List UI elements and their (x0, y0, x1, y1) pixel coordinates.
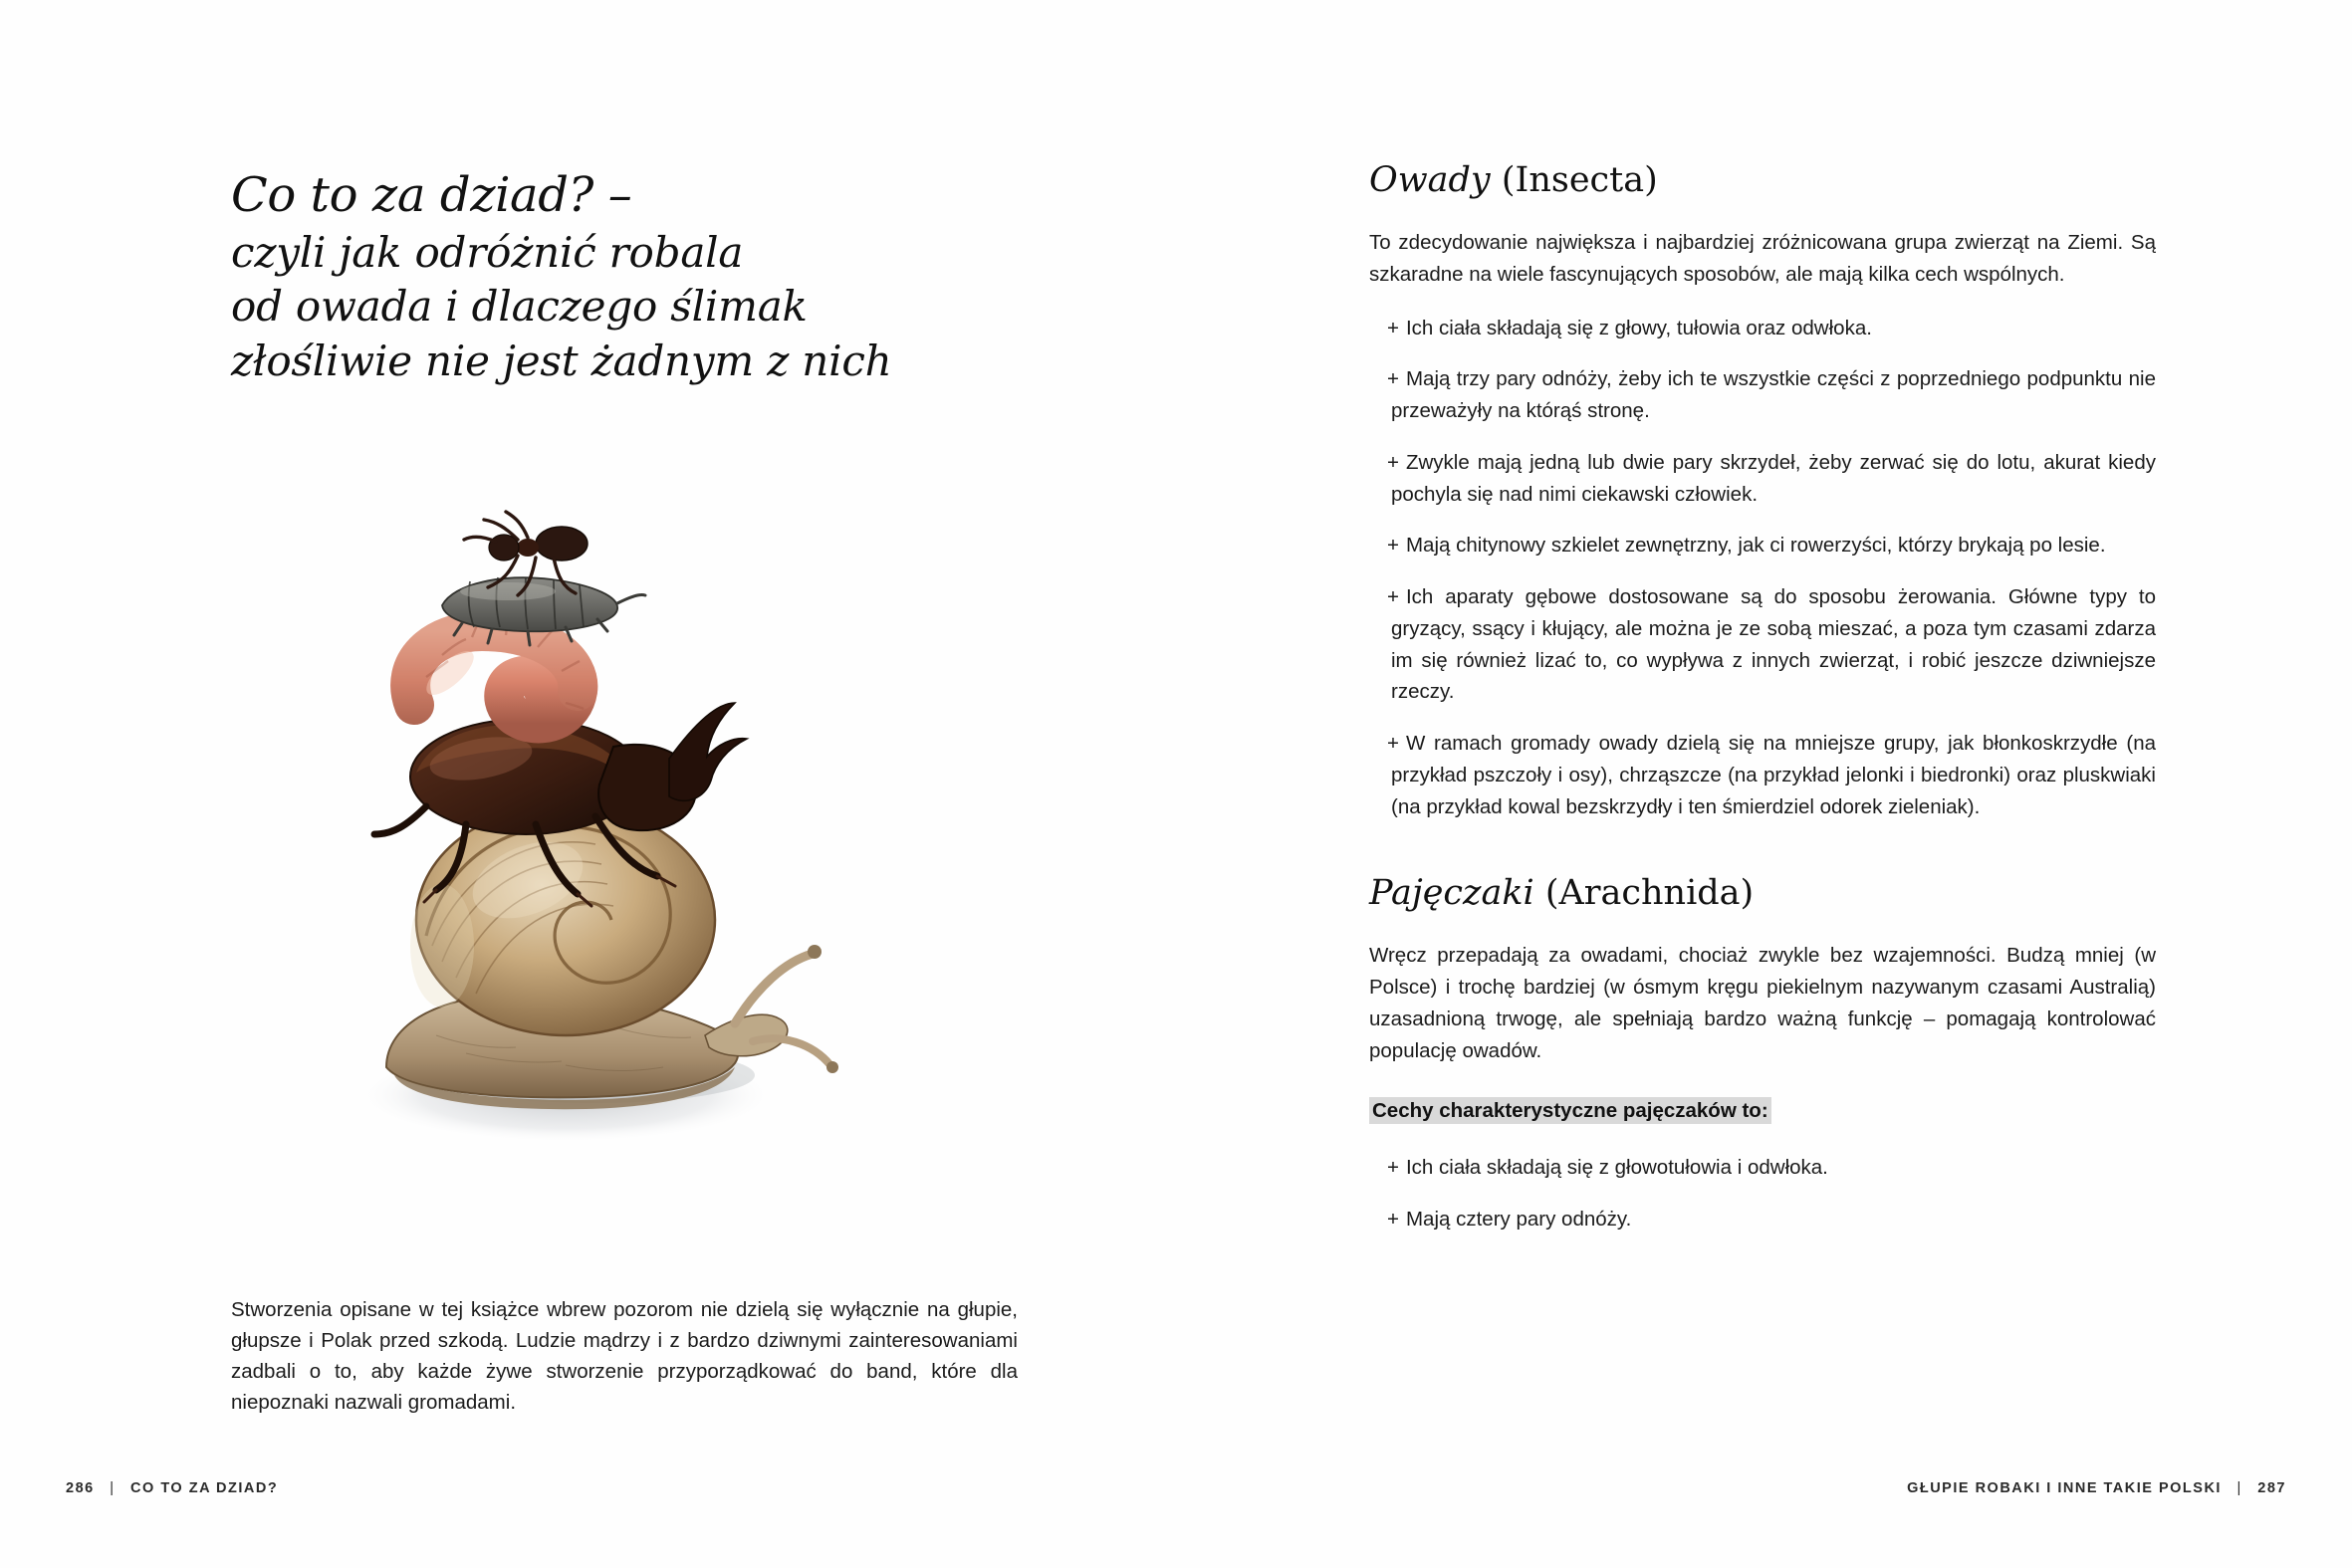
list-item-text: Mają chitynowy szkielet zewnętrzny, jak ci rowerzyści, którzy brykają po lesie. (1405, 534, 2106, 558)
insecta-intro-paragraph: To zdecydowanie największa i najbardziej zróżnicowana grupa zwierząt na Ziemi. Są szkaradne na wiele fascynujących sposobów, ale mają kilka cech wspólnych. (1369, 231, 2156, 286)
plus-icon: + (1387, 732, 1399, 756)
footer-left (66, 1480, 278, 1496)
page-number-right: 287 (2257, 1480, 2286, 1496)
section-heading-arachnida-polish: Pajęczaki (1369, 873, 1534, 914)
section-heading-arachnida (1369, 872, 2156, 914)
list-item (1369, 1152, 2156, 1184)
plus-icon: + (1387, 534, 1399, 558)
list-item-text: Mają cztery pary odnóży. (1405, 1208, 1632, 1232)
section-heading-insecta-latin: (Insecta) (1501, 160, 1658, 200)
list-item-text: Ich ciała składają się z głowotułowia i odwłoka. (1405, 1156, 1828, 1180)
list-item-text: Ich aparaty gębowe dostosowane są do sposobu żerowania. Główne typy to gryzący, ssący i kłujący, ale można je ze sobą mieszać, a poza tym czasami zdarza im się również lizać to, co wypływa z innych zwierząt, i robić jeszcze dziwniejsze rzeczy. (1391, 585, 2156, 704)
running-head-left: CO TO ZA DZIAD? (130, 1480, 279, 1496)
snail-shell (410, 804, 715, 1035)
plus-icon: + (1387, 316, 1399, 339)
list-item (1369, 363, 2156, 427)
list-item (1369, 1204, 2156, 1235)
section-heading-insecta (1369, 159, 2156, 201)
list-item-text: Ich ciała składają się z głowy, tułowia oraz odwłoka. (1405, 316, 1872, 339)
creature-stack-illustration (267, 478, 864, 1195)
footer-separator-right: | (2236, 1480, 2242, 1496)
chapter-title-line-4: złośliwie nie jest żadnym z nich (231, 336, 892, 385)
chapter-title-line-2: czyli jak odróżnić robala (231, 227, 744, 277)
list-item-text: Mają trzy pary odnóży, żeby ich te wszystkie części z poprzedniego podpunktu nie przeważyły na którąś stronę. (1391, 367, 2156, 423)
highlighted-note-text: Cechy charakterystyczne pajęczaków to: (1369, 1097, 1771, 1124)
list-item (1369, 728, 2156, 822)
plus-icon: + (1387, 1208, 1399, 1232)
list-item (1369, 313, 2156, 344)
plus-icon: + (1387, 585, 1399, 609)
chapter-title-line-1: Co to za dziad? – (231, 167, 632, 223)
footer-separator-left: | (110, 1480, 116, 1496)
plus-icon: + (1387, 450, 1399, 474)
left-page-caption: Stworzenia opisane w tej książce wbrew pozorom nie dzielą się wyłącznie na głupie, głupsze i Polak przed szkodą. Ludzie mądrzy i z bardzo dziwnymi zainteresowaniami zadbali o to, aby każde żywe stworzenie przyporządkować do band, które dla niepoznaki nazwali gromadami. (231, 1298, 1018, 1415)
list-item-text: Zwykle mają jedną lub dwie pary skrzydeł, żeby zerwać się do lotu, akurat kiedy pochyla się nad nimi ciekawski człowiek. (1391, 450, 2156, 506)
chapter-title-line-3: od owada i dlaczego ślimak (231, 282, 808, 332)
running-head-right: GŁUPIE ROBAKI I INNE TAKIE POLSKI (1907, 1480, 2222, 1496)
list-item-text: W ramach gromady owady dzielą się na mniejsze grupy, jak błonkoskrzydłe (na przykład pszczoły i osy), chrząszcze (na przykład jelonki i biedronki) oraz pluskwiaki (na przykład kowal bezskrzydły i ten śmierdziel odorek zieleniak). (1391, 732, 2156, 818)
highlighted-note (1369, 1093, 2156, 1129)
plus-icon: + (1387, 1156, 1399, 1180)
chapter-title (231, 167, 948, 388)
arachnida-intro-paragraph: Wręcz przepadają za owadami, chociaż zwykle bez wzajemności. Budzą mniej (w Polsce) i trochę bardziej (w ósmym kręgu piekielnym nazywanym czasami Australią) uzasadnioną trwogę, ale spełniają bardzo ważną funkcję – pomagają kontrolować populację owadów. (1369, 944, 2156, 1062)
right-page (1176, 0, 2352, 1568)
snail (386, 804, 838, 1109)
plus-icon: + (1387, 367, 1399, 391)
list-item (1369, 530, 2156, 561)
section-heading-insecta-polish: Owady (1369, 160, 1491, 200)
footer-right (1907, 1480, 2286, 1496)
list-item (1369, 447, 2156, 511)
page-number-left: 286 (66, 1480, 95, 1496)
chapter-title-subtitle (231, 226, 948, 389)
section-heading-arachnida-latin: (Arachnida) (1544, 873, 1755, 914)
illustration-svg (267, 478, 864, 1195)
right-column (1369, 159, 2156, 1255)
list-item (1369, 581, 2156, 708)
